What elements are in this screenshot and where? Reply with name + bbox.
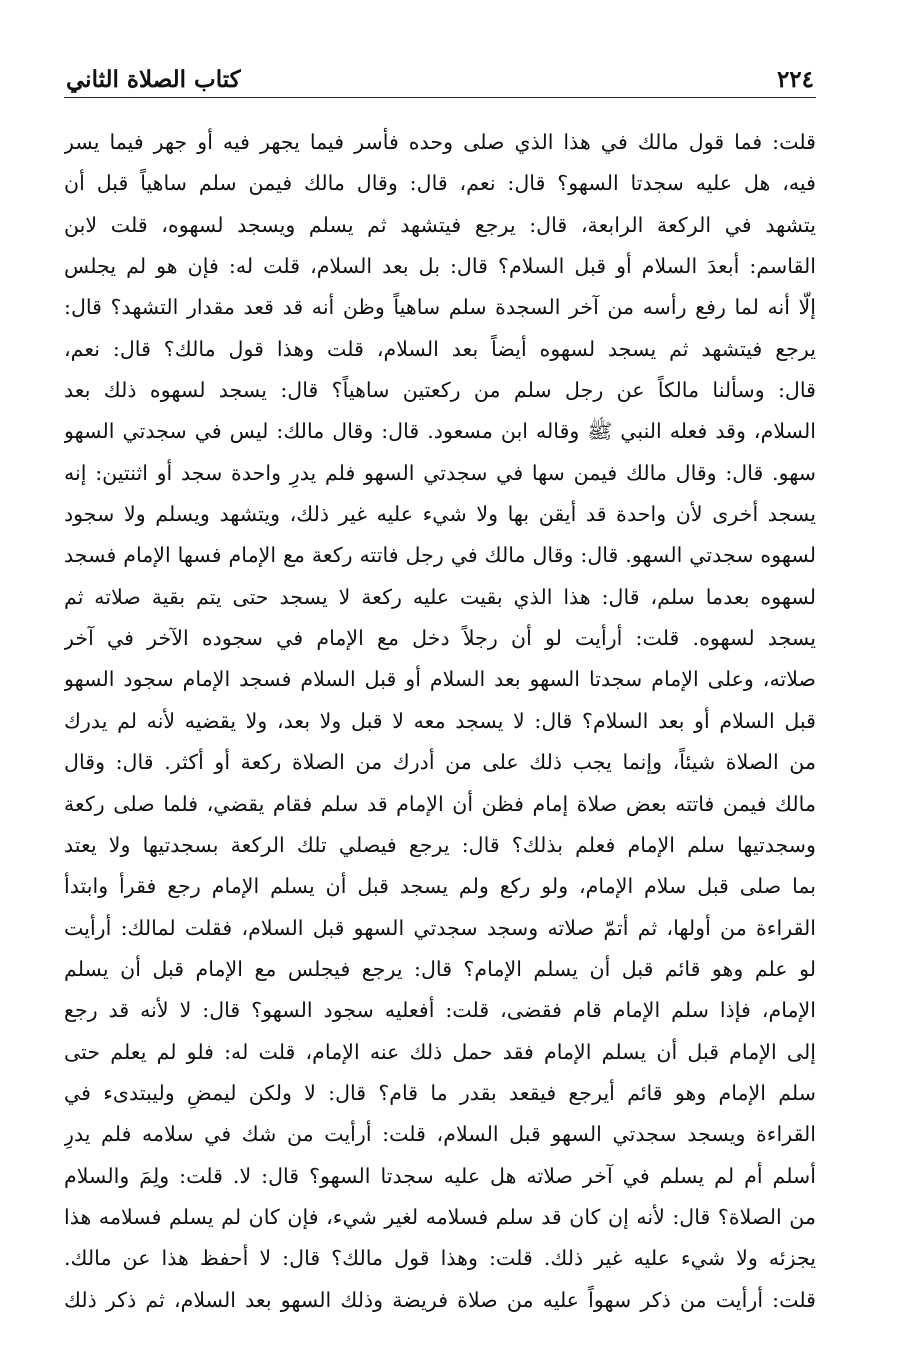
text-line: سهو. قال: وقال مالك فيمن سها في سجدتي السهو فلم يدرِ واحدة سجد أو اثنتين: إنه <box>64 460 816 485</box>
text-line: صلاته، وعلى الإمام سجدتا السهو بعد السلام أو قبل السلام فسجد الإمام سجود السهو <box>64 667 816 692</box>
header-rule <box>64 97 816 98</box>
text-line: فيه، هل عليه سجدتا السهو؟ قال: نعم، قال: وقال مالك فيمن سلم ساهياً قبل أن <box>64 171 816 196</box>
text-line: يرجع فيتشهد ثم يسجد لسهوه أيضاً بعد السلام، قلت وهذا قول مالك؟ قال: نعم، <box>64 336 816 361</box>
text-line: لسهوه بعدما سلم، قال: هذا الذي بقيت عليه ركعة لا يسجد حتى يتم بقية صلاته ثم <box>64 584 816 609</box>
text-line: سلم الإمام وهو قائم أيرجع فيقعد بقدر ما قام؟ قال: لا ولكن ليمضِ وليبتدىء في <box>64 1080 816 1105</box>
text-line: إلى الإمام قبل أن يسلم الإمام فقد حمل ذلك عنه الإمام، قلت له: فلو لم يعلم حتى <box>64 1039 816 1064</box>
text-line: يسجد أخرى لأن واحدة قد أيقن بها ولا شيء عليه غير ذلك، ويتشهد ويسلم ولا سجود <box>64 502 816 527</box>
text-line: يسجد لسهوه. قلت: أرأيت لو أن رجلاً دخل مع الإمام في سجوده الآخر في آخر <box>64 626 816 651</box>
text-line: لسهوه سجدتي السهو. قال: وقال مالك في رجل فاتته ركعة مع الإمام فسها الإمام فسجد <box>64 543 816 568</box>
text-line: القراءة من أولها، ثم أتمّ صلاته وسجد سجدتي السهو قبل السلام، فقلت لمالك: أرأيت <box>64 915 816 940</box>
text-line: من الصلاة شيئاً، وإنما يجب ذلك على من أدرك من الصلاة ركعة أو أكثر. قال: وقال <box>64 750 816 775</box>
book-title: كتاب الصلاة الثاني <box>66 66 241 93</box>
text-line: القراءة ويسجد سجدتي السهو قبل السلام، قلت: أرأيت من شك في سلامه فلم يدرِ <box>64 1122 816 1147</box>
text-line: القاسم: أبعدَ السلام أو قبل السلام؟ قال: بل بعد السلام، قلت له: فإن هو لم يجلس <box>64 254 816 279</box>
text-line: الإمام، فإذا سلم الإمام قام فقضى، قلت: أفعليه سجود السهو؟ قال: لا لأنه قد رجع <box>64 998 816 1023</box>
text-line: بما صلى قبل سلام الإمام، ولو ركع ولم يسجد قبل أن يسلم الإمام رجع فقرأ وابتدأ <box>64 874 816 899</box>
text-line: لو علم وهو قائم قبل أن يسلم الإمام؟ قال: يرجع فيجلس مع الإمام قبل أن يسلم <box>64 956 816 981</box>
text-line: يتشهد في الركعة الرابعة، قال: يرجع فيتشهد ثم يسلم ويسجد لسهوه، قلت لابن <box>64 212 816 237</box>
text-body <box>64 122 816 1321</box>
page-header <box>64 60 816 96</box>
text-line: قلت: فما قول مالك في هذا الذي صلى وحده فأسر فيما يجهر فيه أو جهر فيما يسر <box>64 130 816 154</box>
text-line: وسجدتيها سلم الإمام فعلم بذلك؟ قال: يرجع فيصلي تلك الركعة بسجدتيها ولا يعتد <box>64 832 816 857</box>
text-line: أسلم أم لم يسلم في آخر صلاته هل عليه سجدتا السهو؟ قال: لا. قلت: ولِمَ والسلام <box>64 1163 816 1188</box>
text-line: يجزئه ولا شيء عليه غير ذلك. قلت: وهذا قول مالك؟ قال: لا أحفظ هذا عن مالك. <box>64 1246 816 1271</box>
page-number: ٢٢٤ <box>776 66 814 93</box>
text-line: السلام، وقد فعله النبي ﷺ وقاله ابن مسعود. قال: وقال مالك: ليس في سجدتي السهو <box>64 419 816 444</box>
text-line: إلّا أنه لما رفع رأسه من آخر السجدة سلم ساهياً وظن أنه قد قعد مقدار التشهد؟ قال: <box>64 295 816 320</box>
text-line: قلت: أرأيت من ذكر سهواً عليه من صلاة فريضة وذلك السهو بعد السلام، ثم ذكر ذلك <box>64 1287 816 1312</box>
text-line: من الصلاة؟ قال: لأنه إن كان قد سلم فسلامه لغير شيء، فإن كان لم يسلم فسلامه هذا <box>64 1204 816 1229</box>
text-line: قال: وسألنا مالكاً عن رجل سلم من ركعتين ساهياً؟ قال: يسجد لسهوه ذلك بعد <box>64 378 816 403</box>
text-line: مالك فيمن فاتته بعض صلاة إمام فظن أن الإمام قد سلم فقام يقضي، فلما صلى ركعة <box>64 791 816 816</box>
text-line: قبل السلام أو بعد السلام؟ قال: لا يسجد معه لا قبل ولا بعد، ولا يقضيه لأنه لم يدرك <box>64 708 816 733</box>
